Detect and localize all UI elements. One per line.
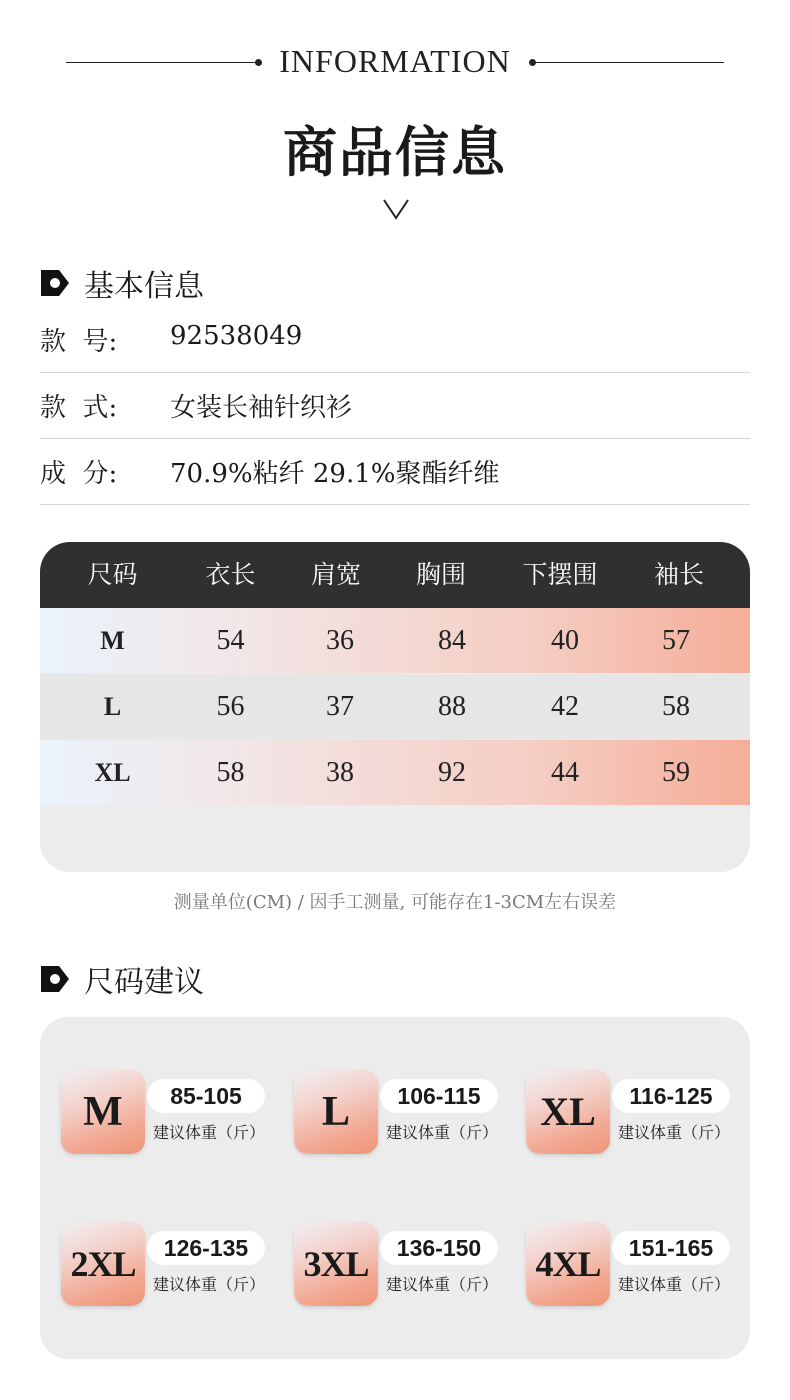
weight-label: 建议体重（斤） [618,1275,731,1294]
weight-label: 建议体重（斤） [618,1123,731,1142]
size-badge: 3XL [294,1222,378,1306]
info-label: 成 分: [40,459,118,489]
table-cell: 58 [216,757,245,788]
weight-label: 建议体重（斤） [386,1123,499,1142]
size-badge: L [294,1070,378,1154]
info-row-composition [40,439,750,505]
size-suggestion-panel [40,1017,750,1359]
tag-icon [40,268,70,298]
table-cell: 44 [551,757,579,788]
table-cell: 56 [216,691,245,722]
table-cell: 42 [551,691,579,722]
basic-info-title: 基本信息 [84,269,204,304]
table-row [40,608,750,673]
weight-range: 126-135 [147,1231,265,1265]
basic-info-heading [40,265,204,304]
table-cell: 84 [438,625,466,656]
size-card-2xl [61,1222,281,1308]
table-cell: 58 [662,691,690,722]
weight-range: 85-105 [147,1079,265,1113]
header-cell: 肩宽 [310,560,361,589]
info-label: 款 号: [40,327,118,357]
size-badge: M [61,1070,145,1154]
size-card-l [294,1070,514,1156]
table-row [40,740,750,805]
size-badge: 2XL [61,1222,145,1306]
header-cell: 胸围 [415,560,466,589]
weight-label: 建议体重（斤） [386,1275,499,1294]
page-title: 商品信息 [283,120,507,184]
tag-icon [40,964,70,994]
header-cell: 袖长 [653,560,704,589]
table-cell: XL [94,758,131,787]
info-value: 女装长袖针织衫 [170,393,353,423]
table-cell: 57 [662,625,690,656]
info-value: 70.9%粘纤 29.1%聚酯纤维 [170,459,500,489]
weight-range: 116-125 [612,1079,730,1113]
measurement-note: 测量单位(CM) / 因手工测量, 可能存在1-3CM左右误差 [173,892,617,913]
table-cell: 59 [662,757,690,788]
weight-label: 建议体重（斤） [153,1123,266,1142]
size-badge: 4XL [526,1222,610,1306]
header-cell: 尺码 [87,560,138,589]
info-row-style-number [40,307,750,373]
size-card-xl [526,1070,746,1156]
chevron-down-icon [383,198,409,220]
table-cell: 37 [326,691,354,722]
table-cell: M [100,626,125,655]
size-suggestion-title: 尺码建议 [84,965,204,1000]
table-cell: 40 [551,625,579,656]
header-rule-right [534,62,724,63]
header-cell: 下摆围 [522,560,598,589]
size-card-4xl [526,1222,746,1308]
weight-label: 建议体重（斤） [153,1275,266,1294]
table-cell: 92 [438,757,466,788]
size-table-header [40,542,750,608]
table-cell: 38 [326,757,354,788]
info-value: 92538049 [170,321,303,351]
weight-range: 136-150 [380,1231,498,1265]
size-badge: XL [526,1070,610,1154]
table-row [40,674,750,739]
size-card-3xl [294,1222,514,1308]
weight-range: 151-165 [612,1231,730,1265]
weight-range: 106-115 [380,1079,498,1113]
size-card-m [61,1070,281,1156]
table-cell: 54 [216,625,245,656]
table-cell: 36 [326,625,354,656]
info-row-style [40,373,750,439]
table-cell: L [103,692,122,721]
header-cell: 衣长 [205,560,256,589]
info-label: 款 式: [40,393,118,423]
table-cell: 88 [438,691,466,722]
size-suggestion-heading [40,961,204,1000]
size-table [40,542,750,872]
info-title: INFORMATION [279,43,511,79]
